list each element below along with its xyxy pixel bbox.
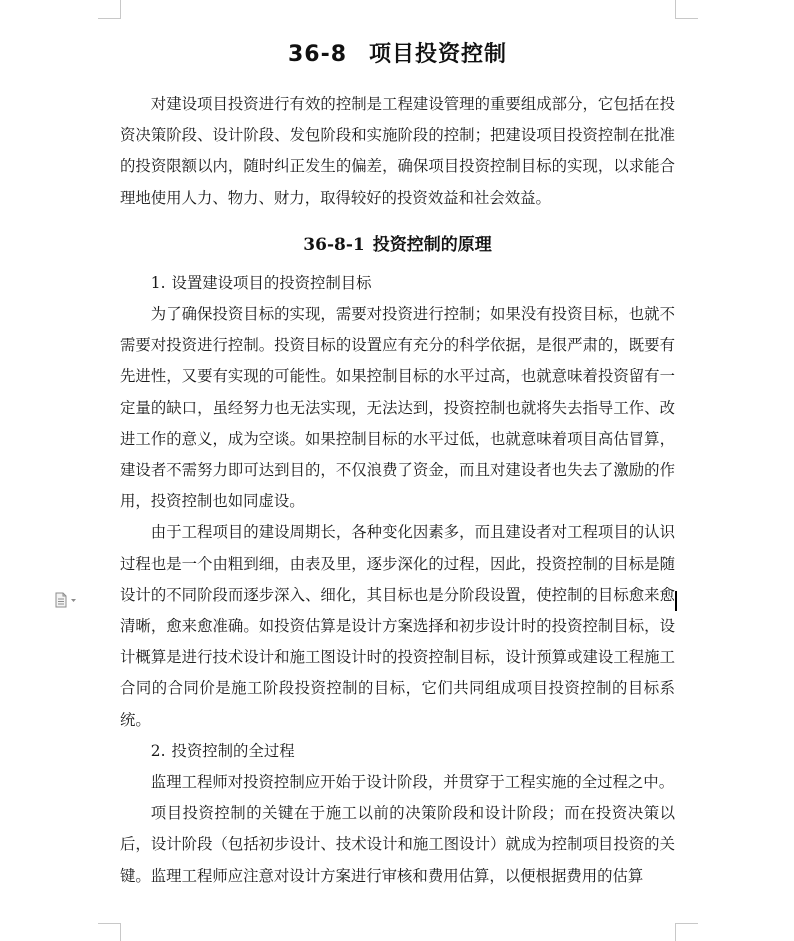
body-paragraph: 监理工程师对投资控制应开始于设计阶段，并贯穿于工程实施的全过程之中。 — [150, 773, 675, 792]
list-item-title: 投资控制的全过程 — [171, 741, 295, 760]
body-paragraph: 项目投资控制的关键在于施工以前的决策阶段和设计阶段；而在投资决策以后，设计阶段（包括初步设计、技术设计和施工图设计）就成为控制项目投资的关键。监理工程师应注意对设计方案进行审核和费用估算，以便根据费用的估算 — [120, 804, 675, 885]
list-item-heading — [120, 736, 675, 767]
section-number: 36-8-1 — [303, 234, 365, 255]
document-icon[interactable] — [54, 592, 80, 608]
section-text: 投资控制的原理 — [372, 234, 492, 255]
text-cursor — [675, 591, 677, 611]
title-number: 36-8 — [287, 42, 348, 67]
page-title — [120, 30, 675, 80]
document-page — [120, 30, 675, 892]
list-item-title: 设置建设项目的投资控制目标 — [171, 273, 372, 292]
body-paragraph: 为了确保投资目标的实现，需要对投资进行控制；如果没有投资目标，也就不需要对投资进行控制。投资目标的设置应有充分的科学依据，是很严肃的，既要有先进性，又要有实现的可能性。如果控制目标的水平过高，也就意味着投资留有一定量的缺口，虽经努力也无法实现，无法达到，投资控制也就将失去指导工作、改进工作的意义，成为空谈。如果控制目标的水平过低，也就意味着项目高估冒算，建设者不需努力即可达到目的，不仅浪费了资金，而且对建设者也失去了激励的作用，投资控制也如同虚设。 — [120, 305, 675, 511]
intro-paragraph: 对建设项目投资进行有效的控制是工程建设管理的重要组成部分，它包括在投资决策阶段、设计阶段、发包阶段和实施阶段的控制；把建设项目投资控制在批准的投资限额以内，随时纠正发生的偏差，确保项目投资控制目标的实现，以求能合理地使用人力、物力、财力，取得较好的投资效益和社会效益。 — [120, 95, 675, 207]
list-item-index: 2. — [150, 741, 166, 760]
crop-mark-bottom-right — [675, 923, 698, 941]
body-paragraph: 由于工程项目的建设周期长，各种变化因素多，而且建设者对工程项目的认识过程也是一个由粗到细，由表及里，逐步深化的过程，因此，投资控制的目标是随设计的不同阶段而逐步深入、细化，其目标也是分阶段设置，使控制的目标愈来愈清晰，愈来愈准确。如投资估算是设计方案选择和初步设计时的投资控制目标，设计概算是进行技术设计和施工图设计时的投资控制目标，设计预算或建设工程施工合同的合同价是施工阶段投资控制的目标，它们共同组成项目投资控制的目标系统。 — [120, 523, 675, 729]
section-heading — [120, 214, 675, 276]
crop-mark-bottom-left — [98, 923, 121, 941]
crop-mark-top-left — [98, 0, 121, 19]
crop-mark-top-right — [675, 0, 698, 19]
title-text: 项目投资控制 — [369, 42, 508, 67]
list-item-index: 1. — [150, 273, 166, 292]
